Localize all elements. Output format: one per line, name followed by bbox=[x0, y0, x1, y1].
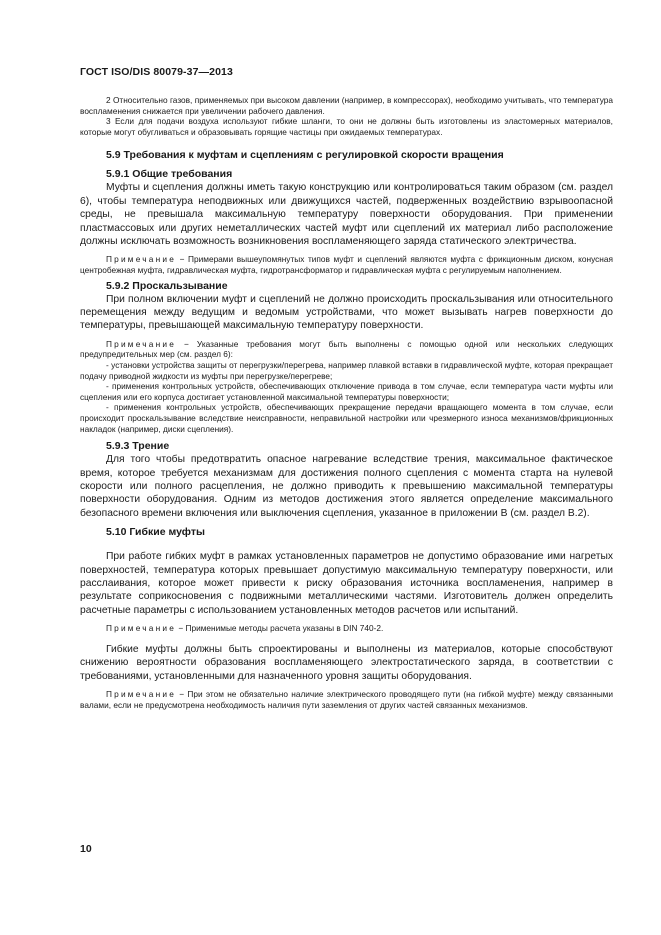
note-2: 2 Относительно газов, применяемых при высоком давлении (например, в компрессорах), необходимо учитывать, что температура воспламенения снижается при увеличении рабочего давления. bbox=[80, 95, 613, 116]
note-label: Примечание bbox=[106, 689, 177, 700]
section-5-9-1-note bbox=[80, 254, 613, 275]
page-content bbox=[80, 95, 613, 710]
note-text: − Примерами вышеупомянутых типов муфт и сцеплений являются муфта с фрикционным диском, конусная центробежная муфта, гидравлическая муфта, гидротрансформатор и гидравлическая муфта с регулируемым наполнением. bbox=[80, 254, 613, 275]
section-5-10-text-2: Гибкие муфты должны быть спроектированы и выполнены из материалов, которые способствуют снижению вероятности образования воспламеняющего электростатического заряда, в соответствии с требованиями, установленными для назначенного уровня защиты оборудования. bbox=[80, 643, 613, 682]
section-5-10-note-2 bbox=[80, 689, 613, 710]
section-5-9-2-text: При полном включении муфт и сцеплений не должно происходить проскальзывания или относительного перемещения между ведущим и ведомым устройствами, что может вызывать нагрев поверхности до температуры, превышающей максимальную температуру поверхности. bbox=[80, 293, 613, 332]
section-5-9-3-text: Для того чтобы предотвратить опасное нагревание вследствие трения, максимальное фактическое время, которое требуется механизмам для достижения полного сцепления с момента старта на нулевой скорости или полного расцепления, не должно приводить к превышению максимальной температуры поверхности оборудования. Одним из методов достижения этого является определение максимального безопасного времени включения или выключения сцепления, указанное в приложении В (см. раздел В.2). bbox=[80, 454, 613, 519]
section-5-9-1-title: 5.9.1 Общие требования bbox=[106, 168, 233, 181]
list-item: - применения контрольных устройств, обеспечивающих отключение привода в том случае, если температура части муфты или сцепления или его корпуса достигает установленной максимальной температуры поверхности; bbox=[80, 381, 613, 402]
note-text: − Указанные требования могут быть выполнены с помощью одной или нескольких следующих предупредительных мер (см. раздел 6): bbox=[80, 338, 613, 360]
section-5-9-title: 5.9 Требования к муфтам и сцеплениям с регулировкой скорости вращения bbox=[106, 149, 504, 162]
section-5-9-2-title: 5.9.2 Проскальзывание bbox=[106, 279, 228, 292]
note-3: 3 Если для подачи воздуха используют гибкие шланги, то они не должны быть изготовлены из эластомерных материалов, которые могут обугливаться и образовывать горящие частицы при ожидаемых температурах. bbox=[80, 116, 613, 137]
section-5-9-2-note bbox=[80, 339, 613, 360]
note-label: Примечание bbox=[106, 338, 177, 349]
section-5-9-1-text: Муфты и сцепления должны иметь такую конструкцию или контролироваться таким образом (см. раздел 6), чтобы температура неподвижных или движущихся частей, подверженных воздействию взрывоопасной среды, не превышала максимальную температуру поверхности оборудования. При применении пластмассовых или других неметаллических частей муфт или сцеплений их материал либо расположение должны исключать возможность возникновения воспламеняющего заряда статического электричества. bbox=[80, 182, 613, 247]
note-text: − Применимые методы расчета указаны в DIN 740-2. bbox=[176, 623, 384, 634]
list-item: - установки устройства защиты от перегрузки/перегрева, например плавкой вставки в гидравлической муфте, которая прекращает подачу приводной жидкости из муфты при перегрузке/перегреве; bbox=[80, 360, 613, 381]
note-label: Примечание bbox=[106, 623, 177, 634]
section-5-10-title: 5.10 Гибкие муфты bbox=[106, 526, 205, 539]
document-header: ГОСТ ISO/DIS 80079-37—2013 bbox=[80, 66, 233, 78]
section-5-10-note-1 bbox=[80, 623, 613, 634]
note-text: − При этом не обязательно наличие электрического проводящего пути (на гибкой муфте) между связанными валами, если не предусмотрена необходимость наличия пути заземления от других частей связанных механизмов. bbox=[80, 689, 613, 710]
list-item: - применения контрольных устройств, обеспечивающих прекращение передачи вращающего момента в том случае, если происходит проскальзывание вследствие неисправности, неправильной настройки или чрезмерного износа механизмов/фрикционных накладок (например, диски сцепления). bbox=[80, 402, 613, 434]
section-5-9-3-title: 5.9.3 Трение bbox=[106, 440, 170, 453]
note-label: Примечание bbox=[106, 254, 177, 265]
page-number: 10 bbox=[80, 843, 92, 855]
section-5-10-text-1: При работе гибких муфт в рамках установленных параметров не допустимо образование ими нагретых поверхностей, температура которых превышает допустимую максимальную температуру поверхности, или расслаивания, которое может привести к риску образования источника воспламенения, например в результате соприкосновения с подвижными металлическими частями. Изготовитель должен определить расчетные параметры с использованием установленных методов расчетов или испытаний. bbox=[80, 551, 613, 616]
